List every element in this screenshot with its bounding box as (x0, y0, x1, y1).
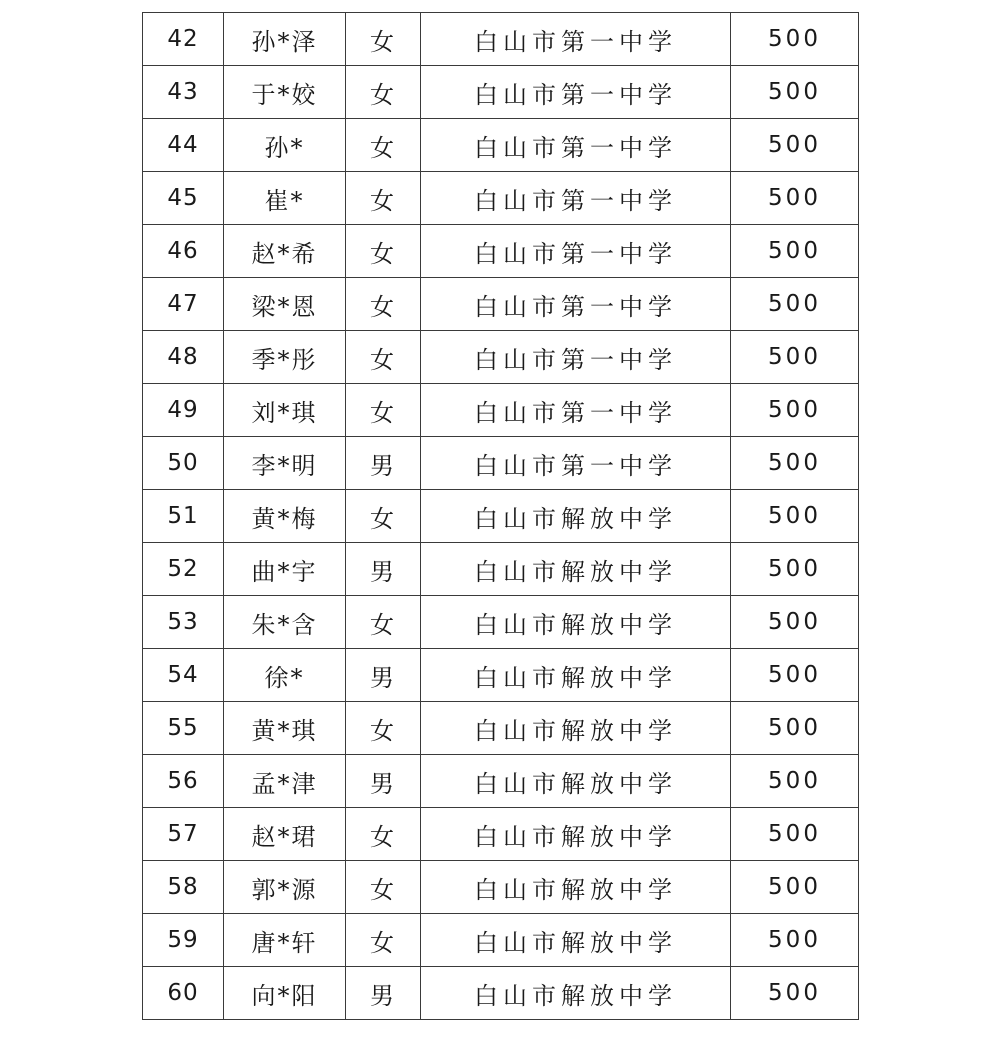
school-cell: 白山市第一中学 (421, 172, 731, 225)
gender-cell: 女 (346, 331, 421, 384)
table-row (143, 702, 859, 755)
table-row (143, 384, 859, 437)
amount-cell: 500 (731, 13, 859, 66)
student-name-cell: 唐*轩 (224, 914, 346, 967)
school-cell: 白山市解放中学 (421, 490, 731, 543)
table-row (143, 119, 859, 172)
table-row (143, 490, 859, 543)
school-cell: 白山市解放中学 (421, 596, 731, 649)
school-cell: 白山市第一中学 (421, 66, 731, 119)
row-number-cell: 58 (143, 861, 224, 914)
row-number-cell: 47 (143, 278, 224, 331)
gender-cell: 女 (346, 490, 421, 543)
table-row (143, 437, 859, 490)
gender-cell: 女 (346, 702, 421, 755)
gender-cell: 女 (346, 808, 421, 861)
amount-cell: 500 (731, 66, 859, 119)
student-name-cell: 于*姣 (224, 66, 346, 119)
table-row (143, 914, 859, 967)
student-name-cell: 曲*宇 (224, 543, 346, 596)
gender-cell: 女 (346, 225, 421, 278)
school-cell: 白山市解放中学 (421, 861, 731, 914)
row-number-cell: 59 (143, 914, 224, 967)
amount-cell: 500 (731, 702, 859, 755)
table-row (143, 808, 859, 861)
school-cell: 白山市解放中学 (421, 702, 731, 755)
school-cell: 白山市解放中学 (421, 649, 731, 702)
amount-cell: 500 (731, 861, 859, 914)
student-list-table (142, 12, 859, 1020)
gender-cell: 女 (346, 172, 421, 225)
amount-cell: 500 (731, 119, 859, 172)
student-name-cell: 孙*泽 (224, 13, 346, 66)
gender-cell: 女 (346, 596, 421, 649)
amount-cell: 500 (731, 596, 859, 649)
student-name-cell: 朱*含 (224, 596, 346, 649)
table-row (143, 596, 859, 649)
amount-cell: 500 (731, 437, 859, 490)
student-name-cell: 赵*希 (224, 225, 346, 278)
student-name-cell: 黄*琪 (224, 702, 346, 755)
gender-cell: 女 (346, 861, 421, 914)
student-name-cell: 郭*源 (224, 861, 346, 914)
amount-cell: 500 (731, 384, 859, 437)
amount-cell: 500 (731, 225, 859, 278)
table-row (143, 225, 859, 278)
table-row (143, 278, 859, 331)
school-cell: 白山市第一中学 (421, 225, 731, 278)
student-name-cell: 徐* (224, 649, 346, 702)
amount-cell: 500 (731, 278, 859, 331)
school-cell: 白山市第一中学 (421, 13, 731, 66)
table-body (143, 13, 859, 1020)
gender-cell: 女 (346, 278, 421, 331)
amount-cell: 500 (731, 808, 859, 861)
school-cell: 白山市第一中学 (421, 384, 731, 437)
table-row (143, 13, 859, 66)
row-number-cell: 42 (143, 13, 224, 66)
row-number-cell: 52 (143, 543, 224, 596)
student-name-cell: 李*明 (224, 437, 346, 490)
table-row (143, 66, 859, 119)
amount-cell: 500 (731, 649, 859, 702)
row-number-cell: 46 (143, 225, 224, 278)
school-cell: 白山市解放中学 (421, 808, 731, 861)
table-row (143, 543, 859, 596)
gender-cell: 男 (346, 649, 421, 702)
student-name-cell: 刘*琪 (224, 384, 346, 437)
school-cell: 白山市解放中学 (421, 543, 731, 596)
amount-cell: 500 (731, 543, 859, 596)
row-number-cell: 48 (143, 331, 224, 384)
school-cell: 白山市第一中学 (421, 437, 731, 490)
school-cell: 白山市第一中学 (421, 119, 731, 172)
table-row (143, 649, 859, 702)
student-name-cell: 黄*梅 (224, 490, 346, 543)
amount-cell: 500 (731, 172, 859, 225)
row-number-cell: 53 (143, 596, 224, 649)
gender-cell: 男 (346, 967, 421, 1020)
table-row (143, 861, 859, 914)
student-name-cell: 向*阳 (224, 967, 346, 1020)
table-row (143, 755, 859, 808)
row-number-cell: 50 (143, 437, 224, 490)
row-number-cell: 44 (143, 119, 224, 172)
row-number-cell: 60 (143, 967, 224, 1020)
gender-cell: 女 (346, 914, 421, 967)
gender-cell: 男 (346, 755, 421, 808)
school-cell: 白山市解放中学 (421, 967, 731, 1020)
row-number-cell: 51 (143, 490, 224, 543)
amount-cell: 500 (731, 967, 859, 1020)
student-name-cell: 孙* (224, 119, 346, 172)
amount-cell: 500 (731, 331, 859, 384)
school-cell: 白山市第一中学 (421, 331, 731, 384)
row-number-cell: 49 (143, 384, 224, 437)
school-cell: 白山市解放中学 (421, 914, 731, 967)
row-number-cell: 43 (143, 66, 224, 119)
document-page (142, 12, 858, 1020)
gender-cell: 男 (346, 437, 421, 490)
student-name-cell: 梁*恩 (224, 278, 346, 331)
student-name-cell: 赵*珺 (224, 808, 346, 861)
table-row (143, 172, 859, 225)
school-cell: 白山市解放中学 (421, 755, 731, 808)
gender-cell: 女 (346, 384, 421, 437)
row-number-cell: 55 (143, 702, 224, 755)
amount-cell: 500 (731, 755, 859, 808)
student-name-cell: 崔* (224, 172, 346, 225)
amount-cell: 500 (731, 914, 859, 967)
row-number-cell: 57 (143, 808, 224, 861)
school-cell: 白山市第一中学 (421, 278, 731, 331)
gender-cell: 女 (346, 66, 421, 119)
row-number-cell: 45 (143, 172, 224, 225)
gender-cell: 男 (346, 543, 421, 596)
table-row (143, 967, 859, 1020)
gender-cell: 女 (346, 13, 421, 66)
amount-cell: 500 (731, 490, 859, 543)
table-row (143, 331, 859, 384)
row-number-cell: 56 (143, 755, 224, 808)
student-name-cell: 孟*津 (224, 755, 346, 808)
student-name-cell: 季*彤 (224, 331, 346, 384)
gender-cell: 女 (346, 119, 421, 172)
row-number-cell: 54 (143, 649, 224, 702)
